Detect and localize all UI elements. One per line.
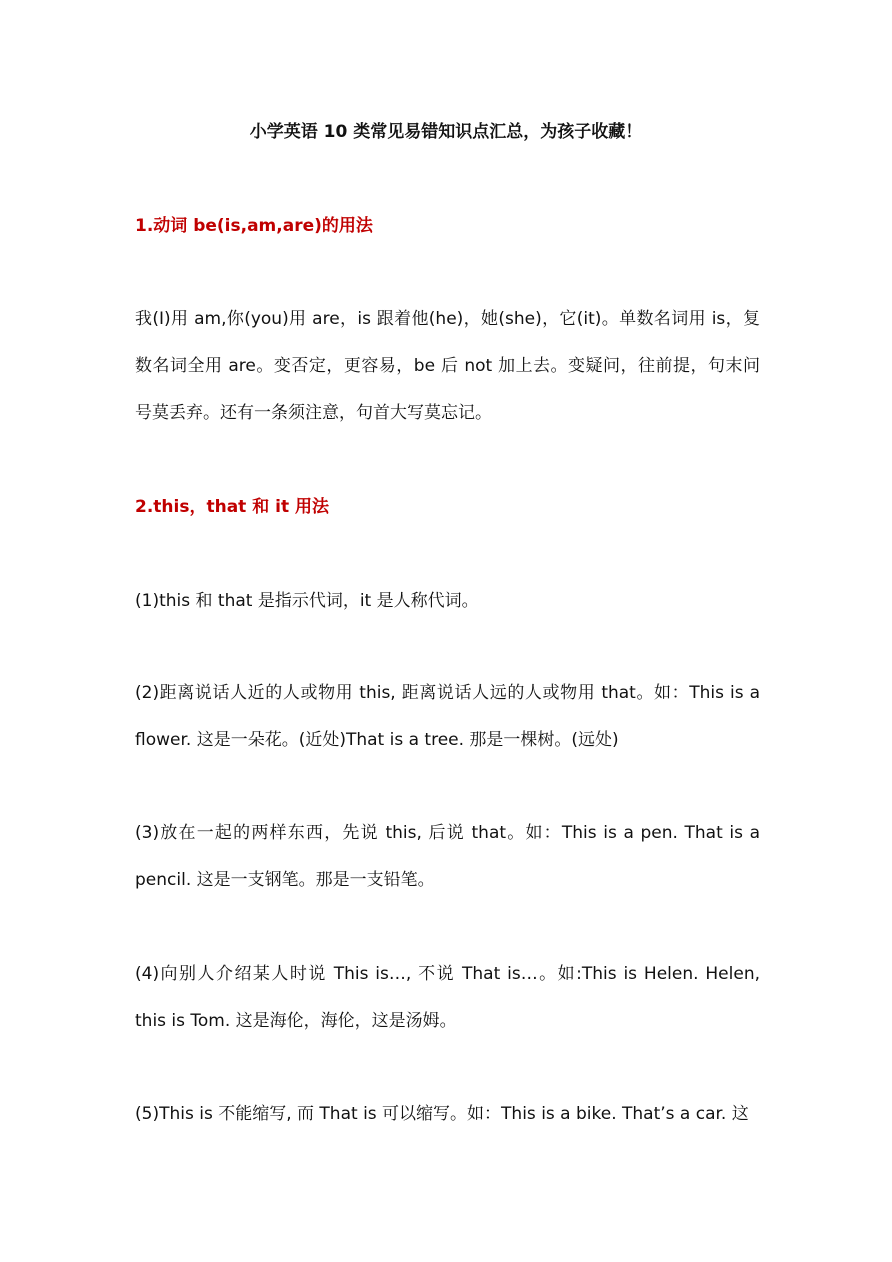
section-1-heading: 1.动词 be(is,am,are)的用法 — [135, 216, 373, 236]
section-1-paragraph: 我(I)用 am,你(you)用 are，is 跟着他(he)，她(she)，它(it)。单数名词用 is，复数名词全用 are。变否定，更容易，be 后 not 加上去。变疑问，往前提，句末问号莫丢弃。还有一条须注意，句首大写莫忘记。 — [135, 309, 760, 423]
section-2-item-3: (3)放在一起的两样东西，先说 this, 后说 that。如：This is a pen. That is a pencil. 这是一支钢笔。那是一支铅笔。 — [135, 823, 760, 890]
section-2-item-5: (5)This is 不能缩写, 而 That is 可以缩写。如：This is a bike. That’s a car. 这 — [135, 1104, 749, 1124]
section-2-item-2: (2)距离说话人近的人或物用 this, 距离说话人远的人或物用 that。如：This is a flower. 这是一朵花。(近处)That is a tree. 那是一棵树。(远处) — [135, 683, 760, 750]
section-2-heading: 2.this，that 和 it 用法 — [135, 497, 329, 517]
section-2-item-1: (1)this 和 that 是指示代词，it 是人称代词。 — [135, 591, 479, 611]
section-2-item-4: (4)向别人介绍某人时说 This is…, 不说 That is…。如:This is Helen. Helen, this is Tom. 这是海伦，海伦，这是汤姆。 — [135, 964, 760, 1031]
document-title: 小学英语 10 类常见易错知识点汇总，为孩子收藏！ — [249, 122, 643, 142]
